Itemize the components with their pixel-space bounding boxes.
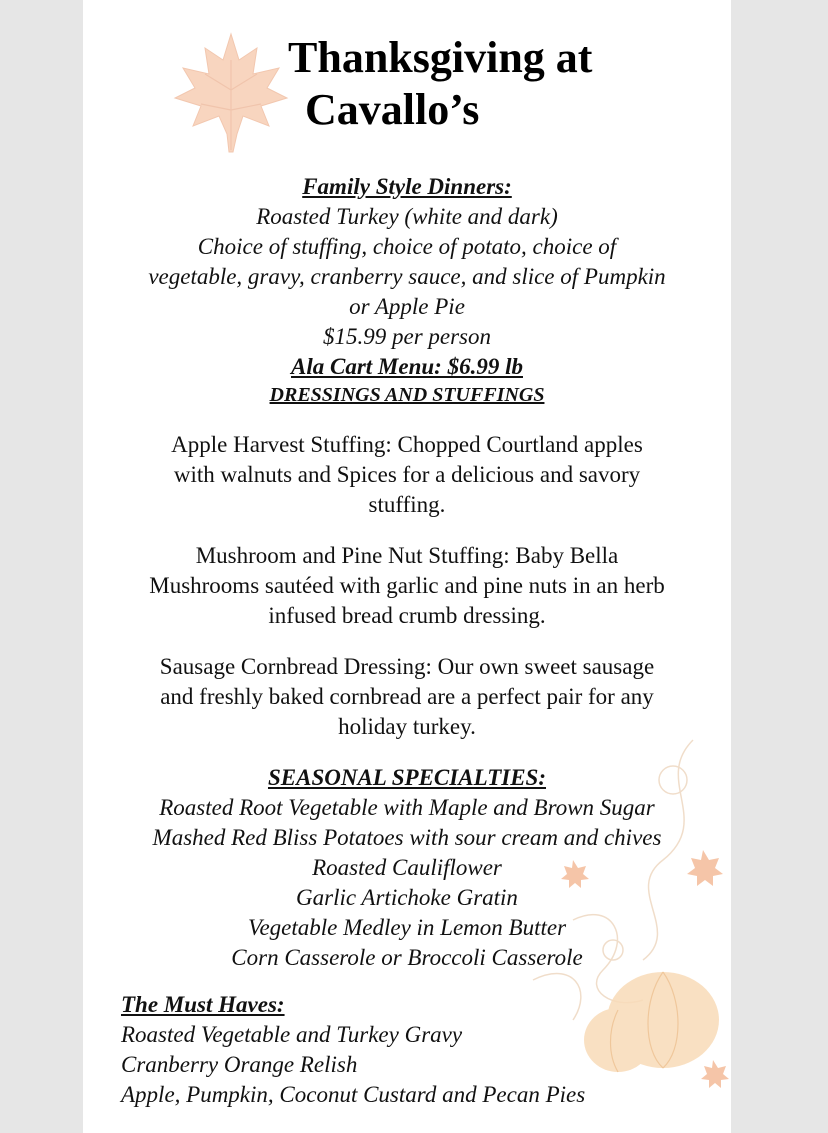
must-have-item: Cranberry Orange Relish xyxy=(121,1052,358,1077)
seasonal-heading: SEASONAL SPECIALTIES: xyxy=(267,765,546,790)
title-line-1: Thanksgiving at xyxy=(288,33,593,82)
stuffing-line: Apple Harvest Stuffing: Chopped Courtland apples xyxy=(171,432,643,457)
ala-cart-heading: Ala Cart Menu: $6.99 lb xyxy=(291,354,523,379)
seasonal-item: Vegetable Medley in Lemon Butter xyxy=(247,915,567,940)
menu-content xyxy=(83,172,731,973)
must-have-item: Roasted Vegetable and Turkey Gravy xyxy=(121,1022,463,1047)
must-haves-heading: The Must Haves: xyxy=(121,992,285,1017)
stuffing-line: Mushroom and Pine Nut Stuffing: Baby Bella xyxy=(195,543,619,568)
must-haves-section xyxy=(121,990,585,1110)
family-style-heading: Family Style Dinners: xyxy=(302,174,512,199)
seasonal-item: Roasted Cauliflower xyxy=(312,855,502,880)
menu-page xyxy=(83,0,731,1133)
seasonal-item: Roasted Root Vegetable with Maple and Brown Sugar xyxy=(159,795,655,820)
stuffing-item-apple xyxy=(83,430,731,520)
family-line: Roasted Turkey (white and dark) xyxy=(256,204,558,229)
dressings-heading: DRESSINGS AND STUFFINGS xyxy=(269,384,545,406)
family-price: $15.99 per person xyxy=(322,324,492,349)
stuffing-item-mushroom xyxy=(83,541,731,631)
stuffing-line: stuffing. xyxy=(368,492,446,517)
title-line-2: Cavallo’s xyxy=(305,85,480,134)
must-have-item: Apple, Pumpkin, Coconut Custard and Pecan Pies xyxy=(121,1082,586,1107)
seasonal-item: Corn Casserole or Broccoli Casserole xyxy=(231,945,583,970)
seasonal-item: Garlic Artichoke Gratin xyxy=(296,885,518,910)
family-line: vegetable, gravy, cranberry sauce, and slice of Pumpkin xyxy=(148,264,666,289)
stuffing-line: and freshly baked cornbread are a perfect pair for any xyxy=(160,684,654,709)
stuffing-line: infused bread crumb dressing. xyxy=(268,603,546,628)
family-line: Choice of stuffing, choice of potato, choice of xyxy=(197,234,617,259)
stuffing-line: Sausage Cornbread Dressing: Our own sweet sausage xyxy=(159,654,655,679)
seasonal-item: Mashed Red Bliss Potatoes with sour cream and chives xyxy=(152,825,662,850)
maple-leaf-icon xyxy=(171,30,291,155)
stuffing-line: Mushrooms sautéed with garlic and pine nuts in an herb xyxy=(149,573,665,598)
stuffing-item-sausage xyxy=(83,652,731,742)
family-line: or Apple Pie xyxy=(349,294,465,319)
stuffing-line: with walnuts and Spices for a delicious and savory xyxy=(173,462,641,487)
page-title xyxy=(288,32,592,136)
stuffing-line: holiday turkey. xyxy=(338,714,476,739)
